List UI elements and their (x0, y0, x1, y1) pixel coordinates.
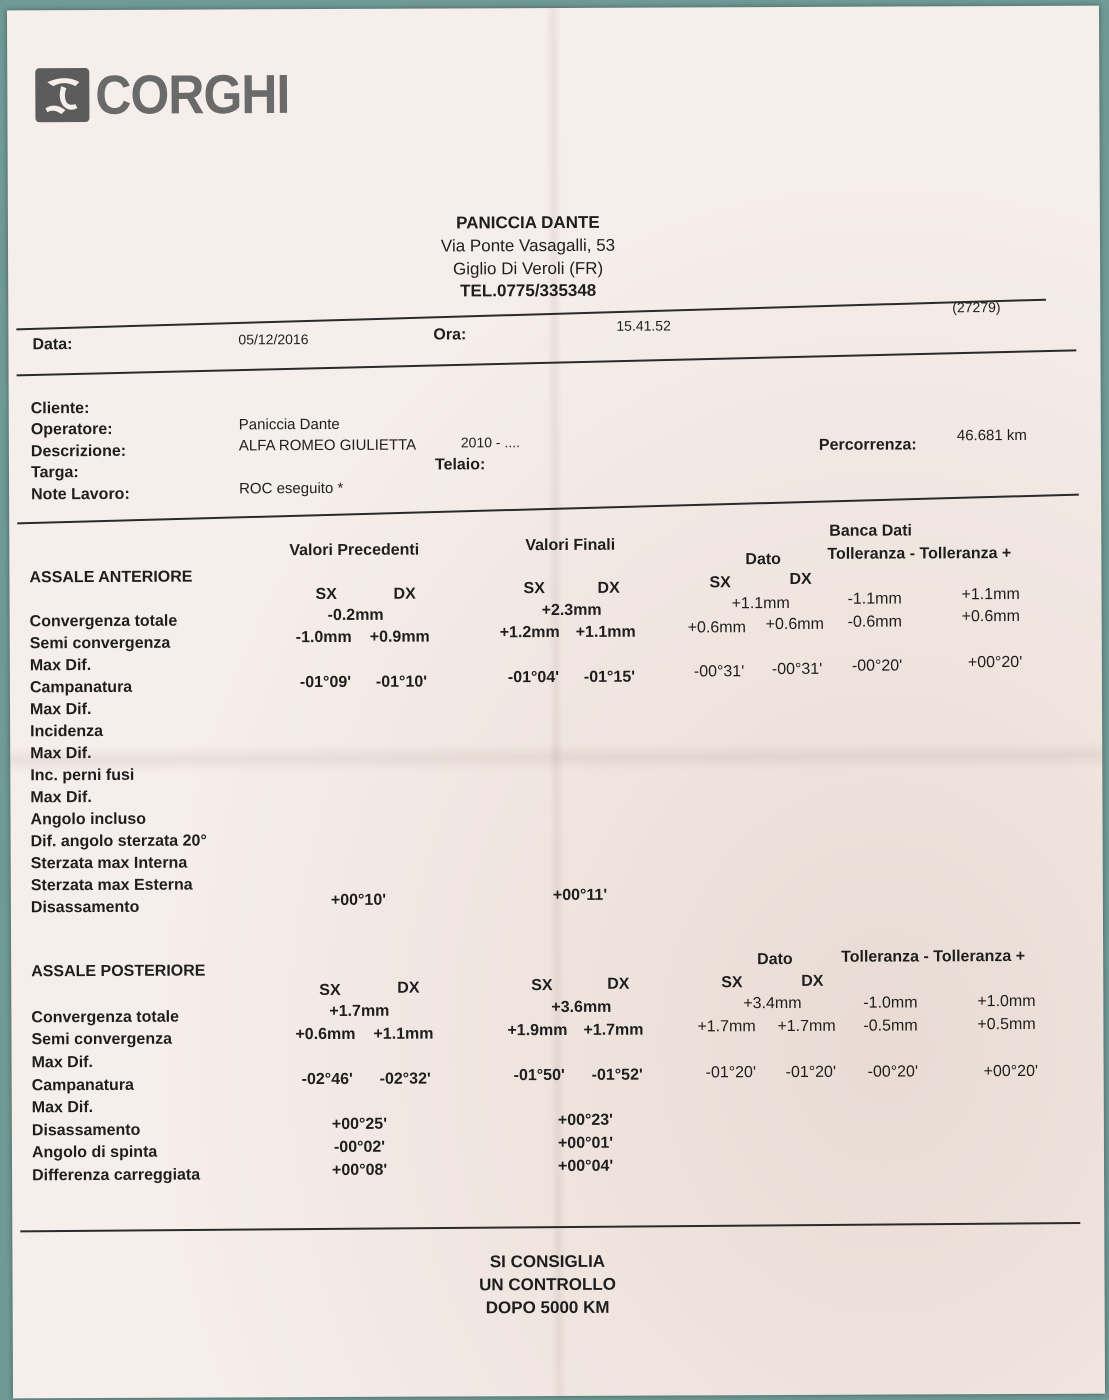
front-semi-dato-sx: +0.6mm (687, 619, 746, 637)
row-label: Inc. perni fusi (30, 766, 135, 785)
footer-line-3: DOPO 5000 KM (485, 1297, 610, 1318)
percorrenza-value: 46.681 km (956, 426, 1027, 445)
rear-camp-tol-minus: -00°20' (867, 1063, 919, 1081)
rear-semi-final-dx: +1.7mm (583, 1021, 644, 1039)
corghi-logo-icon (35, 68, 89, 122)
targa-label: Targa: (30, 464, 79, 482)
row-label: Campanatura (29, 678, 133, 697)
company-phone: TEL.0775/335348 (460, 280, 597, 301)
dato-dx-header: DX (789, 570, 812, 588)
rear-prev-dx-header: DX (397, 979, 420, 997)
rear-conv-tot-dato: +3.4mm (743, 994, 802, 1013)
front-camp-dato-dx: -00°31' (771, 660, 823, 679)
front-semi-dato-dx: +0.6mm (765, 615, 824, 634)
note-label: Note Lavoro: (31, 485, 130, 504)
footer-line-1: SI CONSIGLIA (489, 1251, 606, 1272)
company-address: Via Ponte Vasagalli, 53 (440, 235, 616, 256)
row-label: Semi convergenza (31, 1030, 173, 1049)
col-valori-precedenti: Valori Precedenti (289, 541, 420, 560)
rear-carreggiata-final: +00°04' (557, 1157, 614, 1175)
front-disass-final: +00°11' (552, 886, 608, 905)
rear-axle-title: ASSALE POSTERIORE (31, 962, 206, 981)
front-camp-prev-dx: -01°10' (375, 673, 428, 691)
rear-prev-sx-header: SX (319, 981, 341, 1000)
final-dx-header: DX (597, 579, 620, 597)
row-label: Max Dif. (29, 657, 92, 675)
rear-semi-tol-minus: -0.5mm (863, 1017, 918, 1035)
rear-semi-dato-dx: +1.7mm (777, 1017, 836, 1036)
dato-sx-header: SX (709, 574, 731, 592)
divider (16, 299, 1046, 330)
row-label: Max Dif. (30, 745, 92, 763)
company-name: PANICCIA DANTE (456, 212, 600, 233)
operatore-label: Operatore: (30, 420, 113, 439)
front-conv-tot-final: +2.3mm (541, 601, 602, 620)
rear-final-sx-header: SX (531, 977, 553, 995)
row-label: Sterzata max Interna (30, 854, 188, 873)
rear-dato-dx-header: DX (801, 972, 824, 990)
rear-col-dato: Dato (757, 950, 793, 969)
rear-final-dx-header: DX (607, 975, 630, 993)
cliente-label: Cliente: (30, 400, 90, 418)
front-semi-final-sx: +1.2mm (499, 623, 560, 642)
rear-dato-sx-header: SX (721, 974, 743, 992)
front-camp-tol-minus: -00°20' (851, 657, 903, 675)
final-sx-header: SX (523, 580, 545, 598)
rear-camp-prev-dx: -02°32' (379, 1070, 431, 1088)
row-label: Dif. angolo sterzata 20° (30, 832, 207, 851)
rear-spinta-prev: -00°02' (333, 1138, 386, 1156)
rear-semi-final-sx: +1.9mm (507, 1021, 568, 1040)
front-semi-prev-sx: -1.0mm (295, 628, 352, 647)
front-camp-prev-sx: -01°09' (299, 673, 352, 692)
date-value: 05/12/2016 (238, 331, 309, 348)
col-banca-dati: Banca Dati (829, 522, 912, 540)
rear-camp-final-dx: -01°52' (591, 1066, 643, 1084)
row-label: Sterzata max Esterna (30, 876, 193, 895)
row-label: Angolo incluso (30, 810, 147, 829)
row-label: Max Dif. (31, 1054, 93, 1072)
front-disass-prev: +00°10' (330, 891, 387, 909)
front-conv-tot-tol-minus: -1.1mm (847, 590, 902, 608)
percorrenza-label: Percorrenza: (818, 436, 917, 454)
rear-col-tolleranza: Tolleranza - Tolleranza + (841, 947, 1026, 966)
descrizione-year: 2010 - .... (460, 434, 521, 451)
front-camp-tol-plus: +00°20' (967, 653, 1023, 672)
rear-spinta-final: +00°01' (557, 1134, 614, 1152)
col-dato: Dato (745, 551, 781, 569)
col-valori-finali: Valori Finali (525, 536, 616, 555)
front-semi-final-dx: +1.1mm (575, 623, 636, 641)
time-label: Ora: (433, 326, 467, 344)
corghi-logo (35, 65, 289, 124)
rear-camp-dato-sx: -01°20' (705, 1064, 757, 1082)
row-label: Incidenza (30, 722, 104, 741)
row-label: Max Dif. (30, 789, 92, 807)
rear-camp-final-sx: -01°50' (513, 1066, 565, 1085)
rear-semi-dato-sx: +1.7mm (697, 1018, 756, 1036)
rear-conv-tot-prev: +1.7mm (329, 1002, 390, 1020)
row-label: Max Dif. (29, 701, 92, 719)
descrizione-value: ALFA ROMEO GIULIETTA (238, 436, 417, 455)
rear-semi-prev-dx: +1.1mm (373, 1025, 434, 1043)
front-camp-final-sx: -01°04' (507, 668, 560, 687)
front-axle-title: ASSALE ANTERIORE (29, 568, 193, 587)
front-semi-tol-plus: +0.6mm (961, 607, 1020, 626)
divider (17, 349, 1077, 375)
descrizione-label: Descrizione: (30, 442, 127, 461)
front-conv-tot-dato: +1.1mm (731, 594, 790, 613)
rear-camp-dato-dx: -01°20' (785, 1063, 837, 1082)
front-camp-final-dx: -01°15' (583, 668, 636, 686)
time-value: 15.41.52 (616, 317, 671, 334)
rear-conv-tot-final: +3.6mm (551, 998, 612, 1017)
rear-carreggiata-prev: +00°08' (332, 1161, 388, 1179)
report-sheet (7, 6, 1105, 1399)
note-value: ROC eseguito * (239, 479, 344, 498)
ref-number: (27279) (952, 299, 1001, 316)
rear-camp-tol-plus: +00°20' (983, 1062, 1039, 1081)
front-conv-tot-tol-plus: +1.1mm (961, 585, 1020, 604)
front-semi-tol-minus: -0.6mm (847, 613, 902, 631)
date-label: Data: (32, 336, 73, 354)
front-semi-prev-dx: +0.9mm (369, 628, 430, 646)
telaio-label: Telaio: (434, 456, 486, 474)
row-label: Max Dif. (31, 1099, 94, 1117)
row-label: Semi convergenza (29, 634, 171, 653)
row-label: Differenza carreggiata (32, 1166, 201, 1185)
row-label: Disassamento (31, 1121, 141, 1140)
front-conv-tot-prev: -0.2mm (327, 606, 384, 624)
operatore-value: Paniccia Dante (238, 415, 340, 434)
row-label: Campanatura (31, 1076, 134, 1095)
prev-dx-header: DX (393, 585, 416, 603)
divider (20, 1222, 1080, 1232)
corghi-wordmark: CORGHI (95, 63, 290, 126)
col-tolleranza: Tolleranza - Tolleranza + (827, 545, 1012, 563)
row-label: Convergenza totale (29, 612, 178, 631)
rear-conv-tot-tol-plus: +1.0mm (977, 992, 1036, 1011)
footer-line-2: UN CONTROLLO (479, 1274, 617, 1295)
rear-disass-final: +00°23' (557, 1111, 614, 1129)
rear-camp-prev-sx: -02°46' (301, 1070, 353, 1089)
rear-semi-tol-plus: +0.5mm (977, 1015, 1036, 1034)
rear-semi-prev-sx: +0.6mm (295, 1025, 356, 1044)
row-label: Convergenza totale (31, 1008, 180, 1027)
row-label: Disassamento (30, 898, 140, 917)
front-camp-dato-sx: -00°31' (693, 663, 745, 681)
rear-disass-prev: +00°25' (331, 1115, 388, 1133)
divider (17, 494, 1079, 524)
rear-conv-tot-tol-minus: -1.0mm (863, 994, 918, 1012)
prev-sx-header: SX (315, 585, 337, 604)
company-city: Giglio Di Veroli (FR) (452, 258, 604, 279)
row-label: Angolo di spinta (31, 1143, 158, 1162)
